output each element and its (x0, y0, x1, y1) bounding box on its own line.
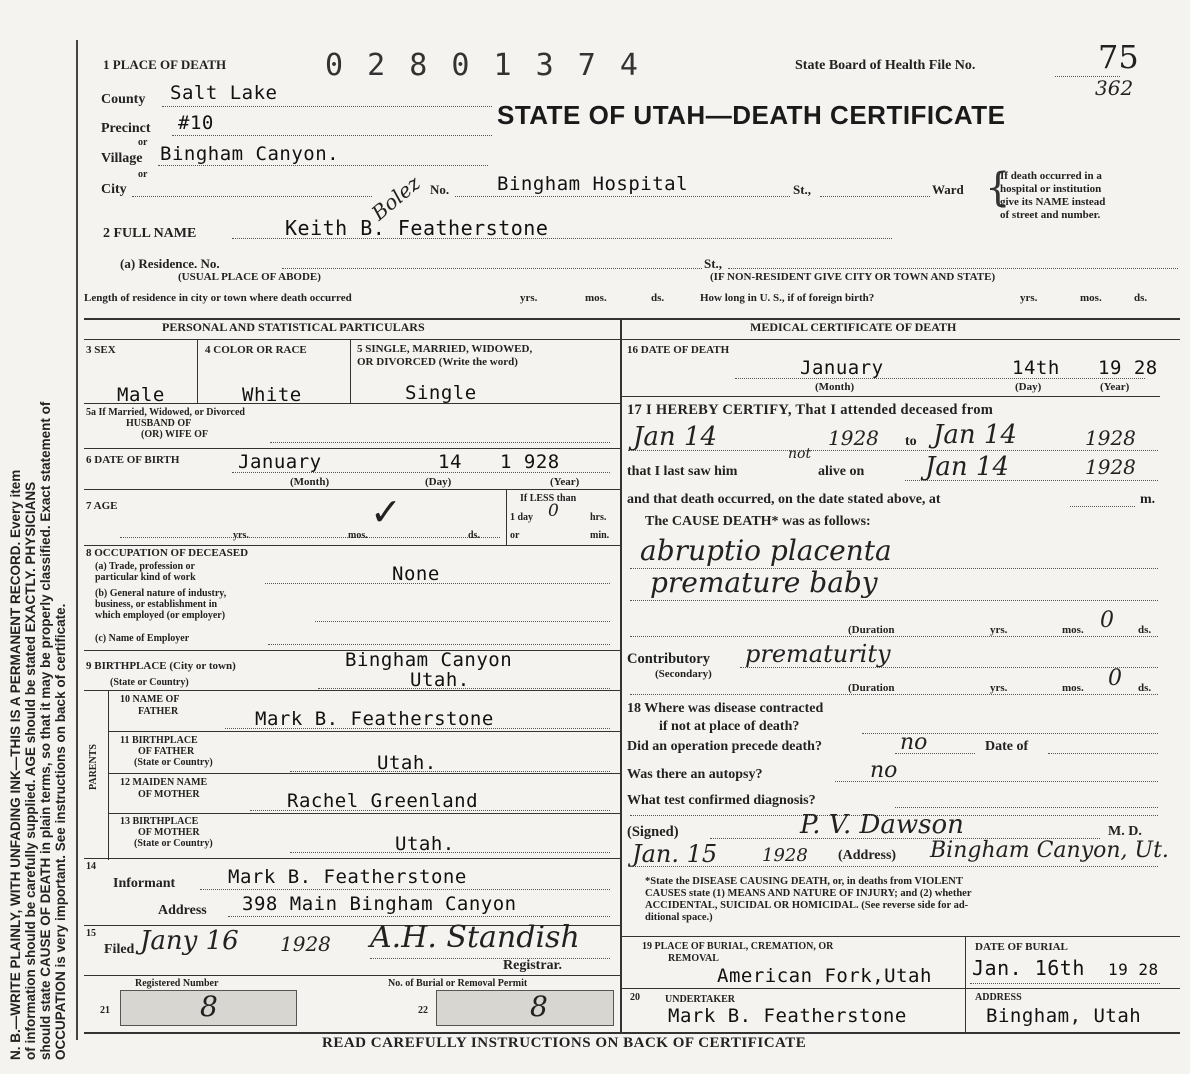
age-yrs: yrs. (233, 530, 249, 541)
burial-year: 19 28 (1108, 960, 1159, 979)
occ-b-2: business, or establishment in (95, 599, 218, 610)
death-month: January (800, 357, 884, 379)
father-bp-1: 11 BIRTHPLACE (120, 735, 198, 746)
autopsy-line (835, 781, 1158, 782)
cause-rule-2 (630, 600, 1158, 601)
duration-1-ds: ds. (1138, 624, 1152, 636)
sign-year: 1928 (762, 845, 808, 866)
registrar-signature: A.H. Standish (370, 920, 580, 955)
registrar-line (370, 958, 610, 959)
mother-bp-3: (State or Country) (134, 838, 213, 849)
to-label: to (905, 434, 917, 449)
how-long-label: How long in U. S., if of foreign birth? (700, 292, 875, 304)
undertaker-number: 20 (630, 992, 640, 1003)
duration-2-line (630, 694, 1158, 695)
duration-2-yrs: yrs. (990, 682, 1008, 694)
ward-note (1000, 170, 1105, 222)
nonresident-label: (IF NON-RESIDENT GIVE CITY OR TOWN AND STATE) (710, 271, 996, 283)
operation-line (895, 753, 975, 754)
occupation-value: None (392, 563, 440, 585)
color-label: 4 COLOR OR RACE (205, 344, 307, 356)
footnote-2: CAUSES state (1) MEANS AND NATURE OF INJURY; and (2) whether (645, 888, 972, 899)
birthplace-line (318, 688, 610, 689)
or-label-1: or (138, 137, 148, 148)
q18-line-1: 18 Where was disease contracted (627, 701, 824, 716)
street-line (820, 196, 930, 197)
test-line (895, 807, 1158, 808)
father-name: Mark B. Featherstone (255, 708, 494, 730)
birthplace-sub-label: (State or Country) (110, 677, 189, 688)
bottom-border (84, 1032, 1180, 1034)
sex-label: 3 SEX (86, 344, 116, 356)
precinct-label: Precinct (101, 121, 151, 136)
precinct-line (172, 135, 492, 136)
operation-value: no (900, 730, 928, 755)
color-value: White (242, 384, 302, 406)
date-of-line (1048, 753, 1158, 754)
burial-permit-box (436, 990, 614, 1026)
informant-address-line (228, 916, 610, 917)
dob-month-caption: (Month) (290, 476, 330, 488)
burial-place-label (642, 941, 833, 965)
cause-label: The CAUSE DEATH* was as follows: (645, 514, 871, 529)
death-date-line (735, 378, 1145, 379)
father-label (120, 694, 179, 718)
mother-birthplace-label (120, 816, 213, 849)
us-mos: mos. (1080, 292, 1102, 304)
footnote-1: *State the DISEASE CAUSING DEATH, or, in deaths from VIOLENT (645, 876, 963, 887)
mother-bp-line (290, 852, 610, 853)
birthplace-label: 9 BIRTHPLACE (City or town) (86, 660, 236, 672)
date-of-label: Date of (985, 739, 1029, 754)
duration-2-mos: mos. (1062, 682, 1084, 694)
filed-date: Jany 16 (140, 926, 239, 956)
row-line-9 (108, 813, 620, 814)
reg-number-label: Registered Number (135, 978, 219, 989)
street-label: St., (793, 182, 812, 197)
mother-bp-1: 13 BIRTHPLACE (120, 816, 199, 827)
row-line-10 (84, 858, 620, 859)
death-month-caption: (Month) (815, 381, 855, 393)
state-file-sub: 362 (1095, 76, 1134, 100)
or-label-2: or (138, 169, 148, 180)
personal-heading: PERSONAL AND STATISTICAL PARTICULARS (162, 320, 425, 334)
marital-value: Single (405, 382, 477, 404)
duration-2-value: 0 (1108, 666, 1122, 691)
occurred-m-label: m. (1140, 492, 1156, 507)
not-mark: not (788, 446, 812, 462)
age-line (120, 537, 500, 538)
village-line (158, 165, 488, 166)
ward-note-2: hospital or institution (1000, 183, 1102, 195)
mother-label-1: 12 MAIDEN NAME (120, 777, 208, 788)
burial-date: Jan. 16th (972, 956, 1085, 980)
occurred-line (1070, 506, 1135, 507)
father-line (225, 728, 610, 729)
death-day: 14th (1012, 357, 1060, 379)
father-birthplace-label (120, 735, 213, 768)
dob-line (232, 472, 610, 473)
occupation-label: 8 OCCUPATION OF DECEASED (86, 547, 249, 559)
row-line-3 (84, 489, 620, 490)
length-yrs: yrs. (520, 292, 538, 304)
ward-note-1: If death occurred in a (1000, 170, 1102, 182)
ward-brace: { (985, 165, 1011, 211)
age-label: 7 AGE (86, 500, 118, 512)
spouse-label-2: HUSBAND OF (126, 418, 192, 429)
spouse-line (270, 442, 610, 443)
filed-year: 1928 (280, 932, 331, 956)
father-bp-2: OF FATHER (138, 746, 195, 757)
county-line (162, 106, 492, 107)
footnote (645, 876, 972, 924)
name-annotation: Bolez (366, 170, 425, 226)
employer-label: (c) Name of Employer (95, 633, 190, 644)
father-label-2: FATHER (138, 706, 179, 717)
last-saw-label: that I last saw him (627, 464, 738, 479)
center-divider (620, 318, 622, 1032)
occupation-a-label (95, 561, 196, 583)
us-ds: ds. (1134, 292, 1148, 304)
full-name-line (232, 238, 892, 239)
less-than-label: If LESS than (520, 493, 577, 504)
less-or-label: or (510, 530, 520, 541)
residence-line (282, 268, 702, 269)
parents-divider (108, 690, 109, 860)
date-of-death-label: 16 DATE OF DEATH (627, 344, 730, 356)
med-row-line-4 (965, 988, 1180, 989)
death-year-caption: (Year) (1100, 381, 1130, 393)
side-line-1: N. B.—WRITE PLAINLY, WITH UNFADING INK—THIS IS A PERMANENT RECORD. Every item (8, 469, 23, 1060)
mother-name: Rachel Greenland (287, 790, 479, 812)
dob-month: January (238, 451, 322, 473)
death-day-caption: (Day) (1015, 381, 1042, 393)
dob-day-caption: (Day) (425, 476, 452, 488)
medical-heading-line (620, 339, 1180, 340)
birthplace-state: Utah. (410, 669, 470, 691)
md-label: M. D. (1108, 824, 1142, 839)
informant-number: 14 (86, 861, 96, 872)
age-mos: mos. (348, 530, 368, 541)
certify-label: 17 I HEREBY CERTIFY, That I attended deceased from (627, 402, 994, 418)
county-value: Salt Lake (170, 82, 278, 104)
occ-b-1: (b) General nature of industry, (95, 588, 227, 599)
length-ds: ds. (651, 292, 665, 304)
informant-address: 398 Main Bingham Canyon (242, 893, 517, 915)
footnote-4: ditional space.) (645, 912, 713, 923)
state-file-label: State Board of Health File No. (795, 58, 976, 73)
side-instructions (0, 0, 70, 1074)
autopsy-label: Was there an autopsy? (627, 767, 763, 782)
place-of-death-label: 1 PLACE OF DEATH (103, 57, 227, 72)
full-name-label: 2 FULL NAME (103, 226, 197, 241)
undertaker-value: Mark B. Featherstone (668, 1005, 907, 1027)
burial-label-1: 19 PLACE OF BURIAL, CREMATION, OR (642, 941, 834, 952)
undertaker-label: UNDERTAKER (665, 994, 736, 1005)
birthplace-city: Bingham Canyon (345, 649, 513, 671)
city-label: City (101, 182, 127, 197)
registrar-label: Registrar. (503, 958, 562, 973)
ward-note-4: of street and number. (1000, 209, 1101, 221)
village-label: Village (101, 151, 143, 166)
side-line-3: should state CAUSE OF DEATH in plain terms, so that it may be properly classified. Exact statement of (38, 401, 53, 1060)
occ-a-1: (a) Trade, profession or (95, 561, 195, 572)
less-value: 0 (548, 501, 559, 521)
mother-line (250, 810, 610, 811)
side-line-4: OCCUPATION is very important. See instructions on back of certificate. (53, 603, 68, 1060)
filed-label: Filed (104, 942, 135, 957)
age-mark: ✓ (370, 490, 402, 534)
duration-1-yrs: yrs. (990, 624, 1008, 636)
burial-label-2: REMOVAL (668, 953, 719, 964)
color-divider (350, 339, 351, 403)
row-line-1 (84, 403, 620, 404)
father-bp-3: (State or Country) (134, 757, 213, 768)
less-min-label: min. (590, 530, 610, 541)
row-line-2 (84, 448, 620, 449)
duration-1-value: 0 (1100, 608, 1114, 633)
alive-date: Jan 14 (925, 452, 1010, 482)
length-mos: mos. (585, 292, 607, 304)
father-bp-line (290, 771, 610, 772)
age-ds: ds. (468, 530, 480, 541)
q18-line-2: if not at place of death? (659, 719, 800, 734)
alive-label: alive on (818, 464, 865, 479)
residence-st-line (728, 268, 1178, 269)
burial-permit-value: 8 (530, 990, 548, 1023)
sex-value: Male (117, 384, 165, 406)
from-date: Jan 14 (633, 422, 718, 452)
residence-st-label: St., (704, 256, 723, 271)
undertaker-address-label: ADDRESS (975, 992, 1022, 1003)
burial-date-line (970, 983, 1160, 984)
contributory-line (740, 667, 1158, 668)
sign-date: Jan. 15 (632, 840, 718, 868)
occupation-b-label (95, 588, 226, 621)
hospital-value: Bingham Hospital (497, 173, 689, 195)
contributory-label: Contributory (627, 651, 710, 667)
q18-label (627, 700, 823, 736)
occ-b-3: which employed (or employer) (95, 610, 226, 621)
spouse-label (86, 407, 245, 440)
dob-year-caption: (Year) (550, 476, 580, 488)
usual-abode-label: (USUAL PLACE OF ABODE) (178, 271, 321, 283)
father-birthplace: Utah. (377, 752, 437, 774)
filed-number: 15 (86, 928, 96, 939)
secondary-label: (Secondary) (655, 668, 712, 680)
footnote-3: ACCIDENTAL, SUICIDAL OR HOMICIDAL. (See reverse side for ad- (645, 900, 969, 911)
occ-a-2: particular kind of work (95, 572, 196, 583)
sign-address: Bingham Canyon, Ut. (930, 838, 1169, 863)
us-yrs: yrs. (1020, 292, 1038, 304)
age-divider (506, 489, 507, 545)
state-file-number: 75 (1098, 38, 1139, 76)
village-value: Bingham Canyon. (160, 143, 340, 165)
side-line-2: of information should be carefully supplied. AGE should be stated EXACTLY. PHYSICIANS (23, 481, 38, 1060)
death-year: 19 28 (1098, 357, 1158, 379)
father-label-1: 10 NAME OF (120, 694, 180, 705)
less-day-label: 1 day (510, 512, 534, 523)
footer-instructions: READ CAREFULLY INSTRUCTIONS ON BACK OF CERTIFICATE (322, 1035, 807, 1051)
burial-permit-index: 22 (418, 1005, 428, 1016)
full-name-value: Keith B. Featherstone (285, 216, 549, 240)
cause-line-2: premature baby (650, 566, 878, 599)
ward-label: Ward (932, 182, 964, 197)
spouse-label-3: (OR) WIFE OF (141, 429, 209, 440)
spouse-label-1: 5a If Married, Widowed, or Divorced (86, 407, 245, 418)
serial-number: 0 2 8 0 1 3 7 4 (325, 48, 641, 83)
duration-1-line (630, 636, 1158, 637)
informant-address-label: Address (158, 903, 207, 918)
to-year: 1928 (1085, 426, 1136, 450)
marital-label (357, 343, 532, 369)
ward-note-3: give its NAME instead (1000, 196, 1106, 208)
signed-label: (Signed) (627, 824, 679, 840)
reg-number-index: 21 (100, 1005, 110, 1016)
street-no-label: No. (430, 182, 450, 197)
sign-address-line (630, 866, 1158, 867)
precinct-value: #10 (178, 112, 214, 134)
row-line-7 (108, 731, 620, 732)
hospital-line (455, 196, 790, 197)
mother-birthplace: Utah. (395, 833, 455, 855)
test-label: What test confirmed diagnosis? (627, 793, 816, 808)
row-line-4 (84, 545, 620, 546)
certificate-title: STATE OF UTAH—DEATH CERTIFICATE (497, 100, 1006, 130)
physician-signature: P. V. Dawson (800, 810, 964, 840)
reg-number-value: 8 (200, 990, 218, 1023)
attended-line (628, 450, 1158, 451)
row-line-12 (84, 975, 620, 976)
alive-year: 1928 (1085, 455, 1136, 479)
length-residence-label: Length of residence in city or town where death occurred (84, 292, 352, 304)
dob-label: 6 DATE OF BIRTH (86, 454, 180, 466)
dob-day: 14 (438, 451, 462, 473)
med-row-line-3 (620, 988, 965, 989)
med-row-line-2 (620, 936, 1180, 937)
from-year: 1928 (828, 426, 879, 450)
informant-line (200, 889, 610, 890)
informant-label: Informant (113, 876, 176, 891)
contributory-value: prematurity (745, 640, 891, 668)
city-line (132, 196, 372, 197)
occurred-label: and that death occurred, on the date stated above, at (627, 492, 941, 507)
dob-year: 1 928 (500, 451, 560, 473)
burial-permit-label: No. of Burial or Removal Permit (388, 978, 528, 989)
sign-address-label: (Address) (838, 848, 897, 863)
medical-heading: MEDICAL CERTIFICATE OF DEATH (750, 320, 957, 334)
med-row-line-1 (620, 396, 1160, 397)
autopsy-value: no (870, 758, 898, 783)
occupation-line (265, 583, 610, 584)
sex-divider (197, 339, 198, 403)
burial-date-label: DATE OF BURIAL (975, 941, 1068, 953)
operation-label: Did an operation precede death? (627, 739, 822, 754)
burial-divider (965, 936, 966, 1032)
county-label: County (101, 92, 146, 107)
industry-line (315, 621, 610, 622)
burial-place: American Fork,Utah (717, 965, 932, 987)
duration-1-mos: mos. (1062, 624, 1084, 636)
residence-label: (a) Residence. No. (120, 256, 220, 271)
row-line-6 (84, 690, 620, 691)
marital-label-2: OR DIVORCED (Write the word) (357, 356, 518, 368)
alive-line (905, 480, 1158, 481)
undertaker-address: Bingham, Utah (986, 1005, 1142, 1027)
duration-1-label: (Duration (848, 624, 895, 636)
row-line-8 (108, 773, 620, 774)
personal-heading-line (84, 339, 620, 340)
employer-line (268, 644, 610, 645)
parents-label: PARENTS (88, 744, 99, 790)
marital-label-1: 5 SINGLE, MARRIED, WIDOWED, (357, 343, 533, 355)
informant-value: Mark B. Featherstone (228, 866, 467, 888)
duration-2-label: (Duration (848, 682, 895, 694)
cause-line-1: abruptio placenta (640, 534, 892, 567)
duration-2-ds: ds. (1138, 682, 1152, 694)
frame-left-border (76, 40, 78, 1040)
mother-label (120, 777, 207, 801)
mother-label-2: OF MOTHER (138, 789, 200, 800)
to-date: Jan 14 (933, 420, 1018, 450)
mother-bp-2: OF MOTHER (138, 827, 200, 838)
less-hrs-label: hrs. (590, 512, 607, 523)
